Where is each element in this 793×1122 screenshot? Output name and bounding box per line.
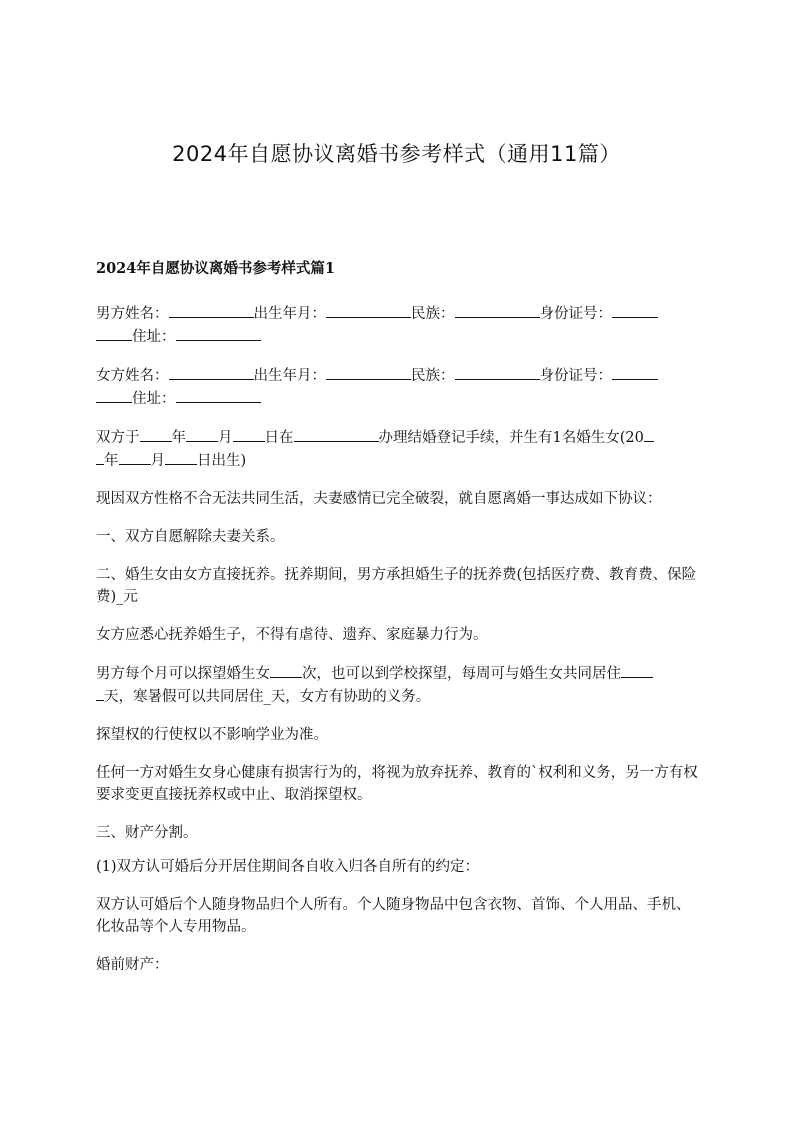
marriage-prefix: 双方于: [96, 430, 140, 446]
marriage-month-label: 月: [218, 430, 233, 446]
document-body: [96, 258, 700, 992]
harm-paragraph: 任何一方对婚生女身心健康有损害行为的，将视为放弃抚养、教育的`权利和义务，另一方有权要求变更直接抚养权或中止、取消探望权。: [96, 765, 698, 803]
child-year-blank-a: [644, 426, 654, 442]
female-birth-blank: [326, 364, 411, 380]
male-ethnicity-blank: [455, 302, 540, 318]
female-ethnicity-blank: [455, 364, 540, 380]
child-birth-suffix: 日出生): [197, 453, 247, 469]
male-id-blank-continued: [96, 325, 132, 341]
marriage-place-blank: [294, 426, 379, 442]
clause-three: 三、财产分割。: [96, 825, 198, 841]
male-birth-blank: [326, 302, 411, 318]
marriage-day-blank: [233, 426, 265, 442]
care-paragraph: 女方应悉心抚养婚生子，不得有虐待、遗弃、家庭暴力行为。: [96, 627, 488, 643]
male-name-label: 男方姓名：: [96, 306, 169, 322]
personal-items-paragraph: 双方认可婚后个人随身物品归个人所有。个人随身物品中包含衣物、首饰、个人用品、手机、化妆品等个人专用物品。: [96, 897, 691, 935]
weekly-days-blank: [621, 662, 653, 678]
premarital-property-paragraph: 婚前财产：: [96, 957, 169, 973]
male-name-blank: [169, 302, 254, 318]
visitation-text-c: 天，寒暑假可以共同居住_天，女方有协助的义务。: [104, 689, 431, 705]
male-address-label: 住址：: [132, 329, 176, 345]
female-id-blank-continued: [96, 387, 132, 403]
marriage-year-label: 年: [171, 430, 186, 446]
clause-two: 二、婚生女由女方直接抚养。抚养期间，男方承担婚生子的抚养费(包括医疗费、教育费、保险费)_元: [96, 567, 697, 605]
female-address-label: 住址：: [132, 391, 176, 407]
male-ethnicity-label: 民族：: [411, 306, 455, 322]
male-id-label: 身份证号：: [539, 306, 612, 322]
marriage-month-blank: [186, 426, 218, 442]
male-info-paragraph: [96, 302, 700, 348]
visit-rights-paragraph: 探望权的行使权以不影响学业为准。: [96, 727, 328, 743]
female-ethnicity-label: 民族：: [411, 368, 455, 384]
child-month-blank: [119, 449, 151, 465]
visit-count-blank: [270, 662, 302, 678]
female-name-label: 女方姓名：: [96, 368, 169, 384]
marriage-paragraph: [96, 426, 700, 472]
weekly-days-blank-continued: [96, 685, 104, 701]
visitation-text-a: 男方每个月可以探望婚生女: [96, 666, 270, 682]
child-year-blank-b: [96, 449, 104, 465]
female-info-paragraph: [96, 364, 700, 410]
male-address-blank: [176, 325, 261, 341]
reason-paragraph: 现因双方性格不合无法共同生活，夫妻感情已完全破裂，就自愿离婚一事达成如下协议：: [96, 491, 662, 507]
female-address-blank: [176, 387, 261, 403]
visitation-text-b: 次，也可以到学校探望，每周可与婚生女共同居住: [302, 666, 621, 682]
child-day-blank: [165, 449, 197, 465]
male-id-blank: [612, 302, 658, 318]
marriage-registration-text: 办理结婚登记手续，并生有1名婚生女(20: [378, 430, 644, 446]
property-clause-one: (1)双方认可婚后分开居住期间各自收入归各自所有的约定：: [96, 859, 480, 875]
document-title: 2024年自愿协议离婚书参考样式（通用11篇）: [172, 142, 621, 166]
visitation-paragraph: [96, 662, 700, 708]
female-id-label: 身份证号：: [539, 368, 612, 384]
clause-one: 一、双方自愿解除夫妻关系。: [96, 529, 285, 545]
female-birth-label: 出生年月：: [253, 368, 326, 384]
marriage-year-blank: [140, 426, 172, 442]
section-heading: 2024年自愿协议离婚书参考样式篇1: [96, 260, 335, 277]
female-name-blank: [169, 364, 254, 380]
child-month-label: 月: [150, 453, 165, 469]
marriage-day-label: 日在: [264, 430, 294, 446]
male-birth-label: 出生年月：: [253, 306, 326, 322]
child-year-label: 年: [104, 453, 119, 469]
female-id-blank: [612, 364, 658, 380]
